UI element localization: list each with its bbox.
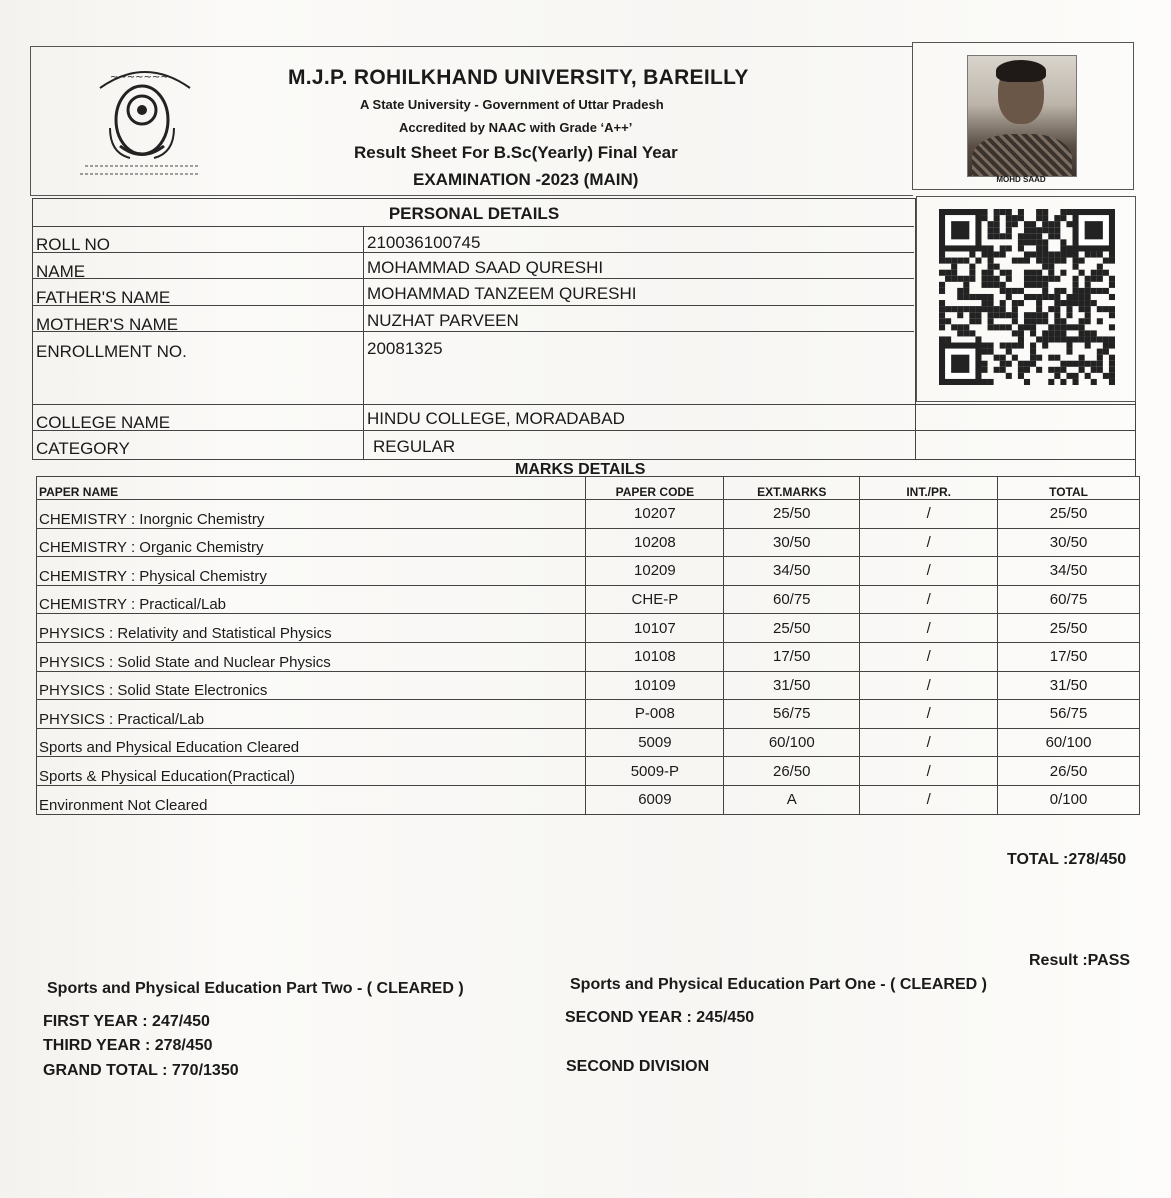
svg-text:~~~~~~~: ~~~~~~~ <box>110 72 169 83</box>
qr-code <box>939 209 1115 385</box>
father-value: MOHAMMAD TANZEEM QURESHI <box>367 284 637 303</box>
roll-no-row <box>32 226 914 253</box>
ext-marks-cell: 56/75 <box>724 700 860 729</box>
paper-code-cell: 10108 <box>586 642 724 671</box>
father-label: FATHER'S NAME <box>36 288 171 307</box>
table-row <box>37 614 1140 643</box>
total-cell: 17/50 <box>998 642 1140 671</box>
table-row <box>37 728 1140 757</box>
paper-name-cell: PHYSICS : Practical/Lab <box>37 700 586 729</box>
table-row <box>37 700 1140 729</box>
ext-marks-cell: 26/50 <box>724 757 860 786</box>
division: SECOND DIVISION <box>566 1058 710 1075</box>
paper-name-cell: CHEMISTRY : Practical/Lab <box>37 585 586 614</box>
name-value: MOHAMMAD SAAD QURESHI <box>367 258 604 277</box>
total-cell: 56/75 <box>998 700 1140 729</box>
int-pr-cell: / <box>860 500 998 529</box>
roll-no-value: 210036100745 <box>367 233 481 252</box>
table-row <box>37 585 1140 614</box>
personal-details-title: PERSONAL DETAILS <box>388 204 560 223</box>
ext-marks-cell: 31/50 <box>724 671 860 700</box>
int-pr-cell: / <box>860 671 998 700</box>
int-pr-cell: / <box>860 728 998 757</box>
total-cell: 60/75 <box>998 585 1140 614</box>
int-pr-cell: / <box>860 785 998 814</box>
int-pr-cell: / <box>860 700 998 729</box>
paper-name-cell: Environment Not Cleared <box>37 785 586 814</box>
paper-name-cell: PHYSICS : Relativity and Statistical Physics <box>37 614 586 643</box>
total-cell: 60/100 <box>998 728 1140 757</box>
name-row <box>32 252 914 279</box>
table-row <box>37 785 1140 814</box>
ext-marks-cell: 25/50 <box>724 500 860 529</box>
marks-header-row <box>37 477 1140 500</box>
third-year-marks: THIRD YEAR : 278/450 <box>43 1037 213 1054</box>
table-row <box>37 642 1140 671</box>
state-university-line: A State University - Government of Uttar Pradesh <box>360 97 664 112</box>
ext-marks-cell: 60/100 <box>724 728 860 757</box>
paper-name-cell: PHYSICS : Solid State and Nuclear Physics <box>37 642 586 671</box>
result-status: Result :PASS <box>1029 952 1131 969</box>
int-pr-cell: / <box>860 528 998 557</box>
ext-marks-cell: 25/50 <box>724 614 860 643</box>
enrollment-row <box>32 331 914 402</box>
col-total: TOTAL <box>998 477 1140 500</box>
col-ext-marks: EXT.MARKS <box>724 477 860 500</box>
paper-name-cell: PHYSICS : Solid State Electronics <box>37 671 586 700</box>
paper-name-cell: CHEMISTRY : Physical Chemistry <box>37 557 586 586</box>
paper-name-cell: CHEMISTRY : Organic Chemistry <box>37 528 586 557</box>
total-cell: 0/100 <box>998 785 1140 814</box>
ext-marks-cell: 30/50 <box>724 528 860 557</box>
roll-no-label: ROLL NO <box>36 235 111 254</box>
father-row <box>32 278 914 305</box>
paper-code-cell: 10207 <box>586 500 724 529</box>
paper-code-cell: 6009 <box>586 785 724 814</box>
category-label: CATEGORY <box>36 439 130 458</box>
int-pr-cell: / <box>860 642 998 671</box>
mother-row <box>32 305 914 332</box>
name-label: NAME <box>36 262 86 281</box>
int-pr-cell: / <box>860 557 998 586</box>
int-pr-cell: / <box>860 757 998 786</box>
table-row <box>37 528 1140 557</box>
total-cell: 26/50 <box>998 757 1140 786</box>
examination-title: EXAMINATION -2023 (MAIN) <box>413 170 639 189</box>
university-name: M.J.P. ROHILKHAND UNIVERSITY, BAREILLY <box>288 66 749 89</box>
photo-caption: MOHD SAAD <box>996 175 1046 184</box>
marks-details-title: MARKS DETAILS <box>515 461 646 478</box>
ext-marks-cell: 60/75 <box>724 585 860 614</box>
total-marks: TOTAL :278/450 <box>1007 851 1127 868</box>
paper-code-cell: 10208 <box>586 528 724 557</box>
sports-part-one: Sports and Physical Education Part One - ( CLEARED ) <box>570 976 987 993</box>
mother-label: MOTHER'S NAME <box>36 315 179 334</box>
total-cell: 25/50 <box>998 614 1140 643</box>
ext-marks-cell: 34/50 <box>724 557 860 586</box>
accreditation-line: Accredited by NAAC with Grade ‘A++’ <box>399 120 633 135</box>
paper-code-cell: CHE-P <box>586 585 724 614</box>
qr-code-box <box>916 196 1136 402</box>
col-paper-name: PAPER NAME <box>37 477 586 500</box>
col-paper-code: PAPER CODE <box>586 477 724 500</box>
college-label: COLLEGE NAME <box>36 413 171 432</box>
paper-name-cell: Sports & Physical Education(Practical) <box>37 757 586 786</box>
student-photo <box>967 55 1077 177</box>
result-sheet-title: Result Sheet For B.Sc(Yearly) Final Year <box>354 143 678 162</box>
paper-name-cell: CHEMISTRY : Inorgnic Chemistry <box>37 500 586 529</box>
paper-code-cell: 10107 <box>586 614 724 643</box>
paper-code-cell: P-008 <box>586 700 724 729</box>
col-int-pr: INT./PR. <box>860 477 998 500</box>
total-cell: 34/50 <box>998 557 1140 586</box>
college-row <box>32 404 1136 431</box>
table-row <box>37 671 1140 700</box>
total-cell: 30/50 <box>998 528 1140 557</box>
int-pr-cell: / <box>860 614 998 643</box>
table-row <box>37 757 1140 786</box>
paper-code-cell: 5009-P <box>586 757 724 786</box>
total-cell: 25/50 <box>998 500 1140 529</box>
category-row <box>32 430 1136 460</box>
university-seal-icon <box>80 58 210 178</box>
category-value: REGULAR <box>373 437 456 456</box>
enrollment-value: 20081325 <box>367 339 443 358</box>
college-value: HINDU COLLEGE, MORADABAD <box>367 409 625 428</box>
paper-code-cell: 5009 <box>586 728 724 757</box>
paper-code-cell: 10109 <box>586 671 724 700</box>
photo-box <box>912 42 1134 190</box>
ext-marks-cell: 17/50 <box>724 642 860 671</box>
int-pr-cell: / <box>860 585 998 614</box>
ext-marks-cell: A <box>724 785 860 814</box>
marks-table <box>36 476 1140 815</box>
enrollment-label: ENROLLMENT NO. <box>36 342 187 361</box>
paper-code-cell: 10209 <box>586 557 724 586</box>
grand-total: GRAND TOTAL : 770/1350 <box>43 1062 239 1079</box>
table-row <box>37 500 1140 529</box>
total-cell: 31/50 <box>998 671 1140 700</box>
mother-value: NUZHAT PARVEEN <box>367 311 519 330</box>
table-row <box>37 557 1140 586</box>
second-year-marks: SECOND YEAR : 245/450 <box>565 1009 755 1026</box>
sports-part-two: Sports and Physical Education Part Two - ( CLEARED ) <box>47 980 464 997</box>
paper-name-cell: Sports and Physical Education Cleared <box>37 728 586 757</box>
first-year-marks: FIRST YEAR : 247/450 <box>43 1013 210 1030</box>
